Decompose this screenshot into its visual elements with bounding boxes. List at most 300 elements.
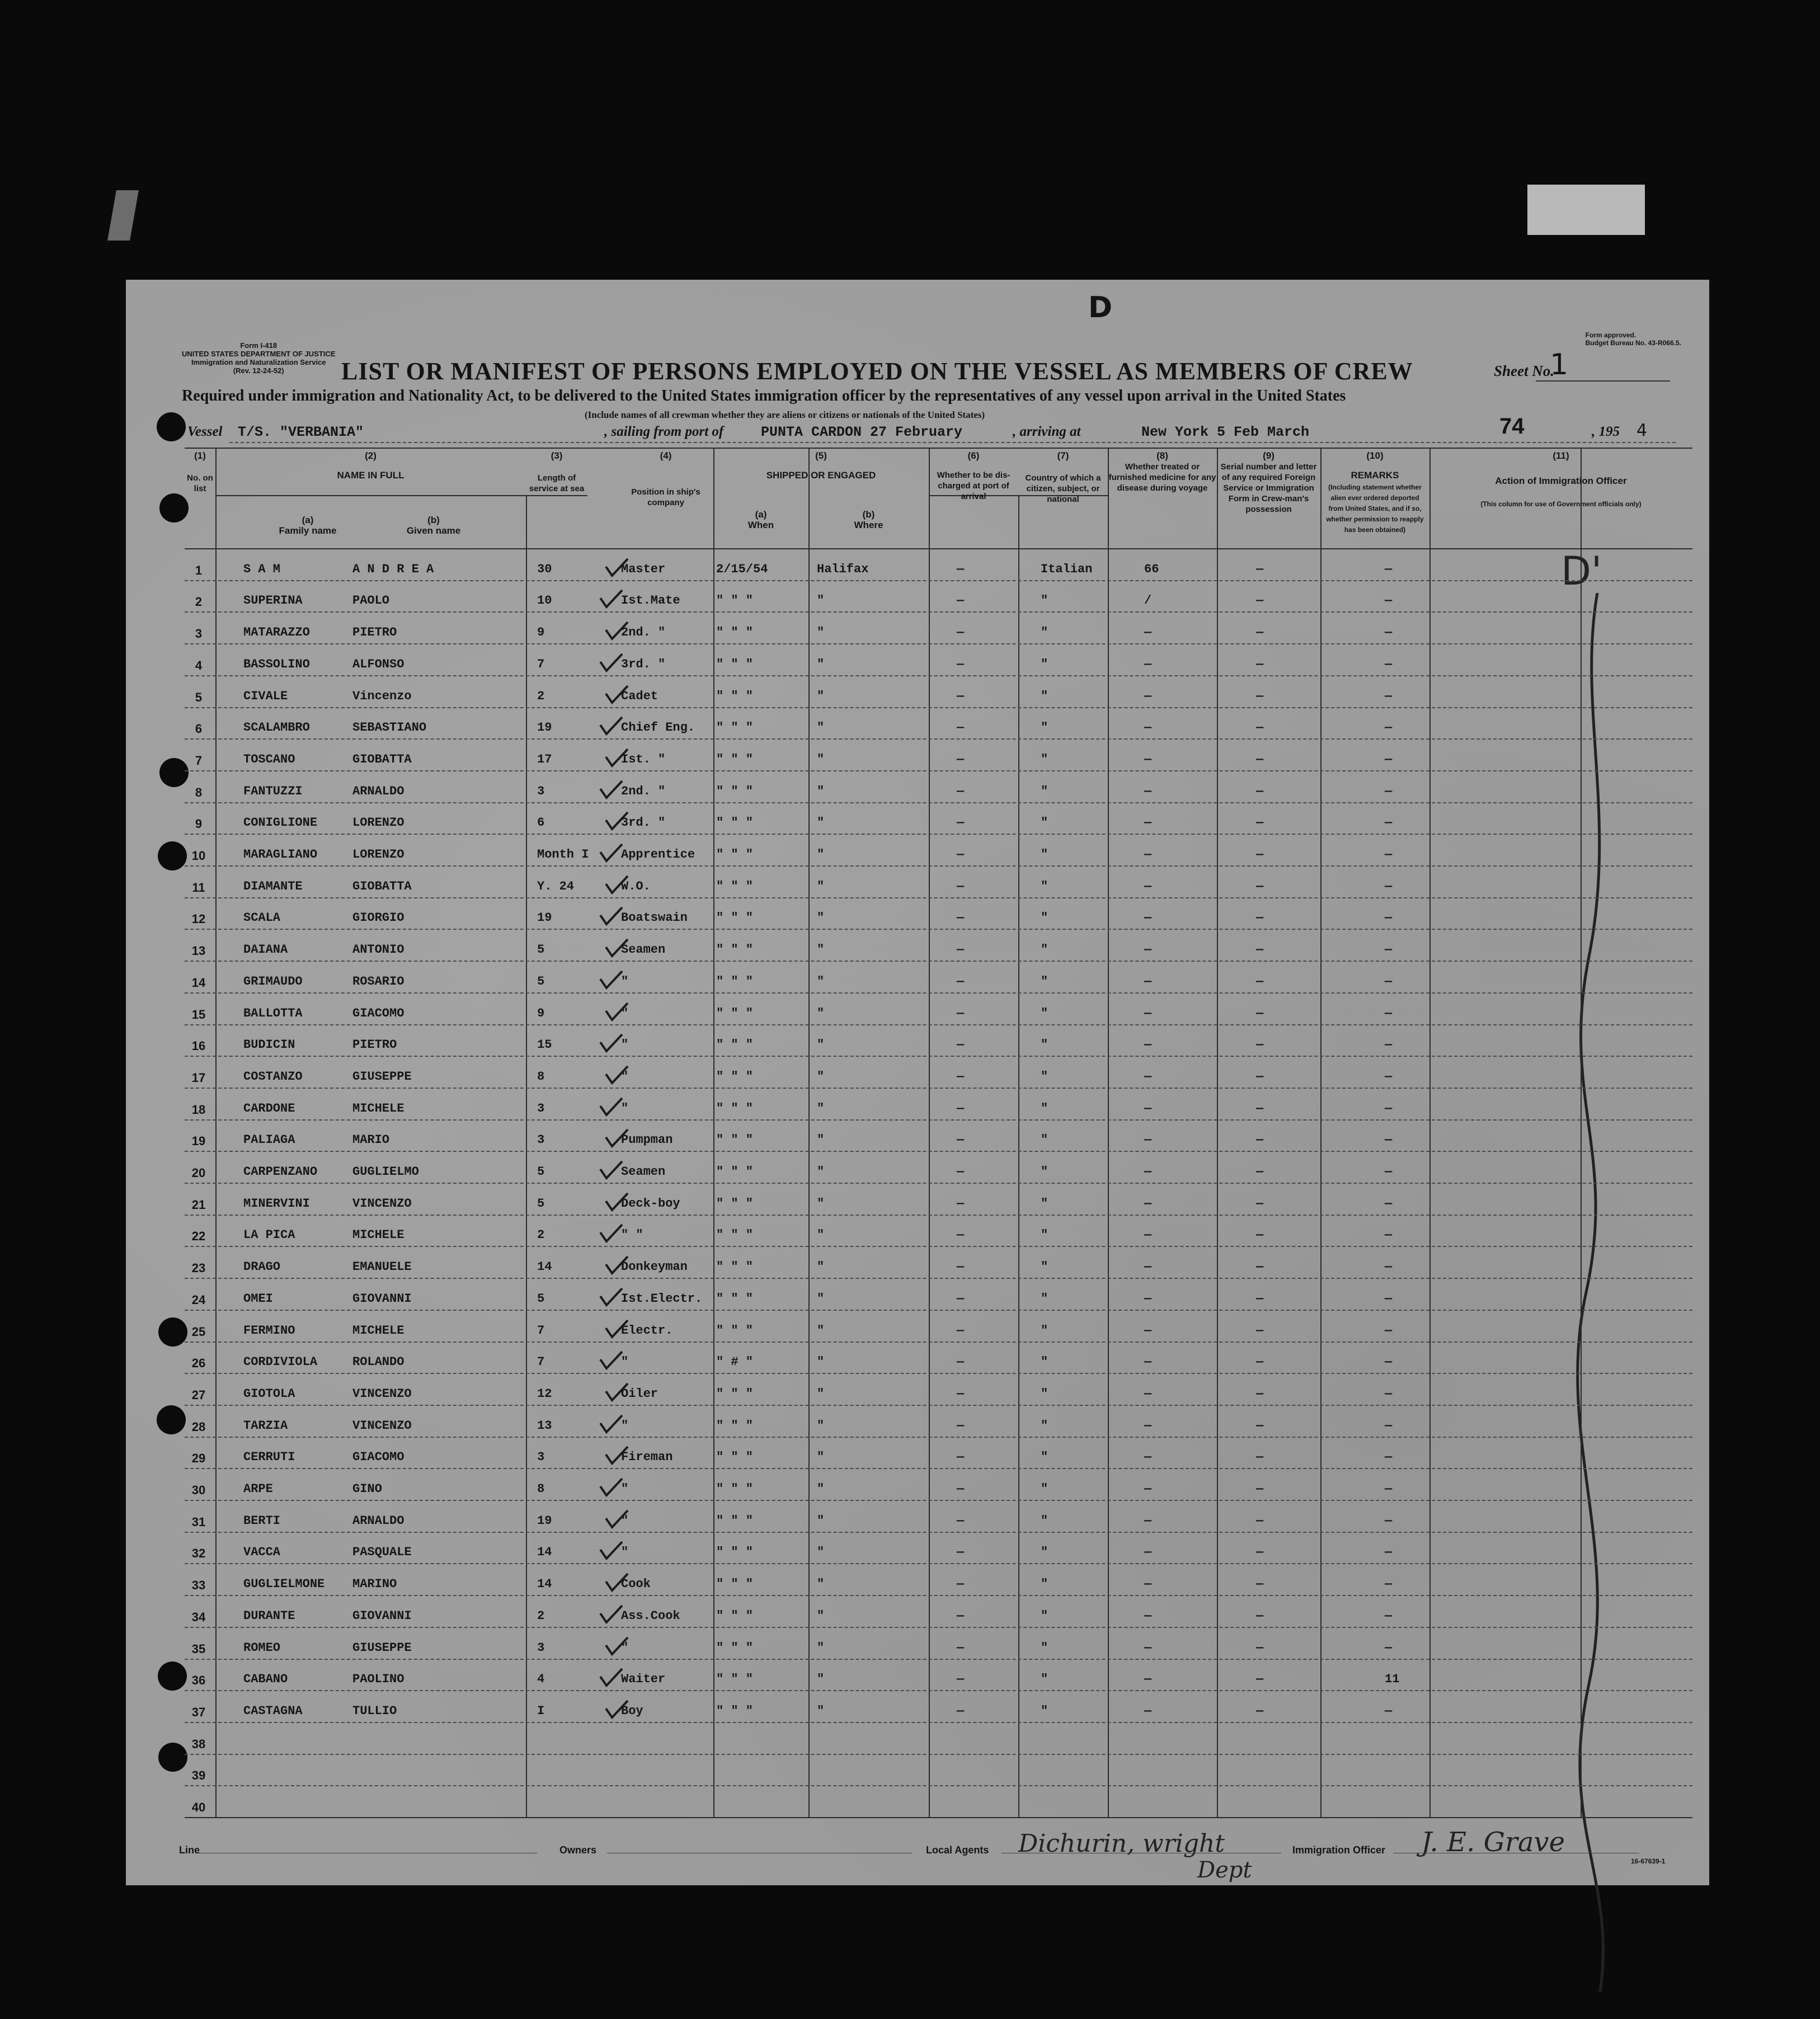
family-name-cell: FANTUZZI <box>243 784 303 798</box>
row-number: 7 <box>195 753 203 768</box>
discharged-cell: — <box>957 1355 965 1369</box>
shipped-when-cell: " " " <box>716 1291 754 1306</box>
shipped-where-cell: " <box>817 879 825 893</box>
country-cell: " <box>1041 1291 1048 1306</box>
remarks-cell: — <box>1385 784 1393 798</box>
col11-sub: (This column for use of Government officials only) <box>1480 500 1642 508</box>
row-rule <box>185 1405 1692 1406</box>
row-number: 26 <box>191 1356 206 1371</box>
position-cell: Deck-boy <box>621 1196 680 1211</box>
row-rule <box>185 1595 1692 1596</box>
row-rule <box>185 961 1692 962</box>
medicine-cell: — <box>1144 1672 1152 1687</box>
medicine-cell: — <box>1144 879 1152 893</box>
check-mark-icon <box>603 620 631 642</box>
position-cell: " <box>621 1101 629 1116</box>
country-cell: " <box>1041 1450 1048 1465</box>
discharged-cell: — <box>957 689 965 703</box>
family-name-cell: FERMINO <box>243 1323 295 1338</box>
given-name-cell: SEBASTIANO <box>352 721 427 735</box>
col6-number: (6) <box>967 450 980 461</box>
serial-cell: — <box>1256 1228 1264 1243</box>
position-cell: 3rd. " <box>621 816 666 830</box>
service-cell: 4 <box>537 1672 545 1687</box>
position-cell: " <box>621 1482 629 1496</box>
family-name-cell: DAIANA <box>243 943 288 957</box>
check-mark-icon <box>603 1444 631 1467</box>
discharged-cell: — <box>957 1196 965 1211</box>
shipped-where-cell: " <box>817 1703 825 1718</box>
row-number: 22 <box>191 1229 206 1244</box>
position-cell: Ist. " <box>621 752 666 766</box>
country-cell: " <box>1041 1101 1048 1116</box>
shipped-when-cell: " " " <box>716 1450 754 1465</box>
row-rule <box>185 834 1692 835</box>
shipped-where-cell: " <box>817 1323 825 1338</box>
service-cell: 8 <box>537 1482 545 1496</box>
serial-cell: — <box>1256 562 1264 576</box>
given-name-cell: GUGLIELMO <box>352 1165 419 1179</box>
shipped-where-cell: " <box>817 1450 825 1465</box>
medicine-cell: — <box>1144 1069 1152 1084</box>
remarks-cell: — <box>1385 1323 1393 1338</box>
shipped-when-cell: " " " <box>716 1640 754 1655</box>
position-cell: 3rd. " <box>621 657 666 671</box>
column-rule <box>526 495 527 1817</box>
medicine-cell: — <box>1144 1482 1152 1496</box>
position-cell: " <box>621 1355 629 1369</box>
medicine-cell: — <box>1144 1577 1152 1592</box>
country-cell: " <box>1041 721 1048 735</box>
serial-cell: — <box>1256 848 1264 862</box>
medicine-cell: — <box>1144 1165 1152 1179</box>
row-rule <box>185 1532 1692 1533</box>
discharged-cell: — <box>957 1291 965 1306</box>
col10-label: REMARKS <box>1351 470 1399 481</box>
form-approved: Form approved. <box>1585 331 1636 339</box>
year-digit: 4 <box>1636 421 1648 440</box>
name-subheader-rule <box>215 495 587 496</box>
country-cell: " <box>1041 943 1048 957</box>
check-mark-icon <box>598 1476 629 1499</box>
medicine-cell: 66 <box>1144 562 1159 576</box>
shipped-when-cell: " " " <box>716 1323 754 1338</box>
discharged-cell: — <box>957 911 965 925</box>
check-mark-icon <box>598 1286 626 1309</box>
remarks-cell: — <box>1385 1482 1393 1496</box>
serial-cell: — <box>1256 1069 1264 1084</box>
shipped-when-cell: " " " <box>716 1133 754 1147</box>
column-rule <box>215 448 217 1817</box>
given-name-cell: Vincenzo <box>352 689 412 703</box>
service-cell: 5 <box>537 974 545 989</box>
position-cell: Boy <box>621 1703 643 1718</box>
service-cell: 8 <box>537 1069 545 1084</box>
row-rule <box>185 611 1692 613</box>
row-rule <box>185 1563 1692 1564</box>
country-cell: " <box>1041 784 1048 798</box>
shipped-where-cell: " <box>817 974 825 989</box>
family-name-cell: GUGLIELMONE <box>243 1577 325 1592</box>
col9-number: (9) <box>1263 450 1275 461</box>
check-mark-icon <box>598 652 626 674</box>
shipped-when-cell: " " " <box>716 848 754 862</box>
corner-shadow <box>107 190 139 241</box>
check-mark-icon <box>603 937 631 959</box>
country-cell: " <box>1041 1196 1048 1211</box>
column-rule <box>929 448 930 1817</box>
remarks-cell: — <box>1385 879 1393 893</box>
row-number: 30 <box>191 1483 206 1497</box>
serial-cell: — <box>1256 879 1264 893</box>
check-mark-icon <box>598 588 626 610</box>
printer-code: 16-67639-1 <box>1631 1857 1666 1865</box>
shipped-when-cell: " " " <box>716 1101 754 1116</box>
country-cell: Italian <box>1041 562 1093 576</box>
given-name-cell: LORENZO <box>352 848 405 862</box>
given-name-cell: VINCENZO <box>352 1418 412 1433</box>
position-cell: 2nd. " <box>621 784 666 798</box>
family-name-cell: DURANTE <box>243 1608 295 1623</box>
col5-number: (5) <box>815 450 827 461</box>
col6-label: Whether to be dis-charged at port of arrival <box>937 470 1010 501</box>
medicine-cell: — <box>1144 784 1152 798</box>
row-rule <box>185 707 1692 708</box>
col11-number: (11) <box>1553 450 1569 461</box>
service-cell: I <box>537 1703 545 1718</box>
row-number: 16 <box>191 1039 206 1053</box>
family-name-cell: OMEI <box>243 1291 273 1306</box>
shipped-when-cell: " " " <box>716 1418 754 1433</box>
shipped-when-cell: " " " <box>716 1482 754 1496</box>
country-cell: " <box>1041 879 1048 893</box>
shipped-when-cell: 2/15/54 <box>716 562 768 576</box>
shipped-when-cell: " " " <box>716 974 754 989</box>
row-rule <box>185 1342 1692 1343</box>
country-cell: " <box>1041 1418 1048 1433</box>
discharged-cell: — <box>957 1260 965 1274</box>
service-cell: 5 <box>537 1165 545 1179</box>
remarks-cell: — <box>1385 1450 1393 1465</box>
given-name-cell: A N D R E A <box>352 562 434 576</box>
shipped-where-cell: " <box>817 911 825 925</box>
sheet-label: Sheet No. <box>1494 363 1554 379</box>
service-cell: 3 <box>537 1101 545 1116</box>
medicine-cell: — <box>1144 1545 1152 1560</box>
shipped-where-cell: " <box>817 943 825 957</box>
col1-number: (1) <box>194 450 206 461</box>
shipped-where-cell: " <box>817 1672 825 1687</box>
row-rule <box>185 1437 1692 1438</box>
family-name-cell: BASSOLINO <box>243 657 310 671</box>
row-rule <box>185 1500 1692 1501</box>
service-cell: 12 <box>537 1386 552 1401</box>
position-cell: " <box>621 1038 629 1052</box>
serial-cell: — <box>1256 943 1264 957</box>
discharged-cell: — <box>957 1069 965 1084</box>
shipped-where-cell: " <box>817 1165 825 1179</box>
given-name-cell: PAOLO <box>352 594 390 608</box>
given-name-cell: PIETRO <box>352 625 397 640</box>
remarks-cell: — <box>1385 689 1393 703</box>
serial-cell: — <box>1256 816 1264 830</box>
country-cell: " <box>1041 1228 1048 1243</box>
service-cell: Month I <box>537 848 589 862</box>
given-name-cell: LORENZO <box>352 816 405 830</box>
position-cell: Ist.Electr. <box>621 1291 703 1306</box>
country-cell: " <box>1041 1260 1048 1274</box>
row-number: 28 <box>191 1419 206 1434</box>
discharged-cell: — <box>957 625 965 640</box>
given-name-cell: MICHELE <box>352 1228 405 1243</box>
row-number: 6 <box>195 722 203 736</box>
remarks-cell: — <box>1385 816 1393 830</box>
shipped-when-cell: " " " <box>716 784 754 798</box>
shipped-where-cell: " <box>817 1196 825 1211</box>
medicine-cell: — <box>1144 1608 1152 1623</box>
serial-cell: — <box>1256 1165 1264 1179</box>
given-name-cell: ANTONIO <box>352 943 405 957</box>
vessel-underline <box>229 442 1676 443</box>
given-name-cell: ROSARIO <box>352 974 405 989</box>
footer-agents-label: Local Agents <box>926 1844 989 1856</box>
family-name-cell: CABANO <box>243 1672 288 1687</box>
shipped-when-cell: " " " <box>716 594 754 608</box>
col9-label: Serial number and letter of any required Foreign Service or Immigration Form in Crew-man's possession <box>1220 462 1317 514</box>
shipped-where-cell: " <box>817 689 825 703</box>
service-cell: 3 <box>537 1133 545 1147</box>
given-name-cell: GIUSEPPE <box>352 1069 412 1084</box>
remarks-cell: — <box>1385 911 1393 925</box>
given-name-cell: PAOLINO <box>352 1672 405 1687</box>
shipped-when-cell: " " " <box>716 879 754 893</box>
row-rule <box>185 897 1692 898</box>
agents-signature: Dichurin, wright <box>1018 1829 1225 1858</box>
row-number: 5 <box>195 690 203 704</box>
family-name-cell: DRAGO <box>243 1260 281 1274</box>
row-rule <box>185 1246 1692 1247</box>
family-name-cell: TOSCANO <box>243 752 295 766</box>
check-mark-icon <box>598 1159 626 1182</box>
year-label: , 195 <box>1592 424 1620 439</box>
column-rule <box>713 448 714 1817</box>
col8-number: (8) <box>1156 450 1168 461</box>
family-name-cell: CERRUTI <box>243 1450 295 1465</box>
handwritten-mark: D <box>1088 291 1113 324</box>
serial-cell: — <box>1256 1133 1264 1147</box>
service-cell: 3 <box>537 784 545 798</box>
form-header <box>182 341 335 375</box>
medicine-cell: — <box>1144 1196 1152 1211</box>
row-rule <box>185 738 1692 740</box>
shipped-when-cell: " " " <box>716 1069 754 1084</box>
medicine-cell: — <box>1144 1450 1152 1465</box>
country-cell: " <box>1041 1038 1048 1052</box>
given-name-cell: ARNALDO <box>352 784 405 798</box>
remarks-cell: — <box>1385 1196 1393 1211</box>
col10-sub: (Including statement whether alien ever ordered deported from United States, and if so, whether permission to reapply has been obtained) <box>1326 483 1424 534</box>
given-name-cell: GIACOMO <box>352 1006 405 1020</box>
shipped-where-cell: " <box>817 1577 825 1592</box>
medicine-cell: — <box>1144 974 1152 989</box>
shipped-where-cell: " <box>817 1418 825 1433</box>
row-number: 2 <box>195 595 203 609</box>
country-cell: " <box>1041 1545 1048 1560</box>
shipped-where-cell: " <box>817 816 825 830</box>
check-mark-icon <box>603 1635 631 1658</box>
shipped-when-cell: " " " <box>716 1386 754 1401</box>
row-rule <box>185 802 1692 803</box>
service-cell: 17 <box>537 752 552 766</box>
given-name-cell: GIOBATTA <box>352 879 412 893</box>
discharged-cell: — <box>957 1038 965 1052</box>
discharged-cell: — <box>957 1672 965 1687</box>
column-rule <box>808 448 810 1817</box>
given-name-cell: VINCENZO <box>352 1196 412 1211</box>
position-cell: 2nd. " <box>621 625 666 640</box>
service-cell: 2 <box>537 1608 545 1623</box>
row-rule <box>185 992 1692 994</box>
service: Immigration and Naturalization Service <box>191 358 326 366</box>
serial-cell: — <box>1256 974 1264 989</box>
service-cell: 30 <box>537 562 552 576</box>
serial-cell: — <box>1256 657 1264 671</box>
given-name-cell: GIOBATTA <box>352 752 412 766</box>
col7-label: Country of which a citizen, subject, or national <box>1025 473 1101 504</box>
given-name-cell: ROLANDO <box>352 1355 405 1369</box>
medicine-cell: — <box>1144 1386 1152 1401</box>
discharged-cell: — <box>957 1323 965 1338</box>
given-name-cell: EMANUELE <box>352 1260 412 1274</box>
country-cell: " <box>1041 689 1048 703</box>
remarks-cell: — <box>1385 1577 1393 1592</box>
subtitle-note: (Include names of all crewman whether they are aliens or citizens or nationals of the United States) <box>585 410 985 420</box>
service-cell: 9 <box>537 1006 545 1020</box>
row-number: 23 <box>191 1261 206 1276</box>
medicine-cell: — <box>1144 943 1152 957</box>
position-cell: " <box>621 1069 629 1084</box>
shipped-where-cell: " <box>817 1513 825 1528</box>
service-cell: 14 <box>537 1260 552 1274</box>
row-rule <box>185 1119 1692 1121</box>
remarks-cell: — <box>1385 721 1393 735</box>
row-number: 25 <box>191 1324 206 1339</box>
row-number: 18 <box>191 1102 206 1117</box>
position-cell: Cadet <box>621 689 659 703</box>
row-rule <box>185 1373 1692 1374</box>
family-name-cell: BALLOTTA <box>243 1006 303 1020</box>
medicine-cell: — <box>1144 1513 1152 1528</box>
shipped-when-cell: " " " <box>716 1577 754 1592</box>
service-cell: 10 <box>537 594 552 608</box>
column-rule <box>1217 448 1218 1817</box>
shipped-when-cell: " " " <box>716 752 754 766</box>
serial-cell: — <box>1256 1260 1264 1274</box>
service-cell: 7 <box>537 657 545 671</box>
serial-cell: — <box>1256 752 1264 766</box>
agents-signature-2: Dept <box>1197 1857 1252 1883</box>
country-cell: " <box>1041 1640 1048 1655</box>
position-cell: " <box>621 1640 629 1655</box>
row-number: 15 <box>191 1007 206 1022</box>
col1-label: No. on list <box>187 473 213 493</box>
remarks-cell: — <box>1385 1228 1393 1243</box>
row-rule <box>185 929 1692 930</box>
check-mark-icon <box>598 969 629 991</box>
shipped-where-cell: " <box>817 657 825 671</box>
row-number: 38 <box>191 1736 206 1751</box>
given-name-cell: MICHELE <box>352 1101 405 1116</box>
discharged-cell: — <box>957 721 965 735</box>
position-cell: " " <box>621 1228 643 1243</box>
given-name-cell: ALFONSO <box>352 657 405 671</box>
remarks-cell: — <box>1385 625 1393 640</box>
col2b-label: (b) Given name <box>406 515 461 536</box>
discharged-cell: — <box>957 879 965 893</box>
service-cell: Y. 24 <box>537 879 575 893</box>
col2-label: NAME IN FULL <box>337 470 405 481</box>
col3-label: Length of service at sea <box>529 473 585 493</box>
shipped-where-cell: " <box>817 1006 825 1020</box>
country-cell: " <box>1041 816 1048 830</box>
given-name-cell: MARINO <box>352 1577 397 1592</box>
country-cell: " <box>1041 911 1048 925</box>
position-cell: Seamen <box>621 943 666 957</box>
medicine-cell: / <box>1144 594 1152 608</box>
remarks-cell: — <box>1385 1703 1393 1718</box>
shipped-when-cell: " " " <box>716 1228 754 1243</box>
service-cell: 3 <box>537 1640 545 1655</box>
country-cell: " <box>1041 752 1048 766</box>
discharged-cell: — <box>957 1545 965 1560</box>
remarks-cell: — <box>1385 1291 1393 1306</box>
check-mark-icon <box>603 1508 631 1531</box>
service-cell: 5 <box>537 943 545 957</box>
shipped-where-cell: " <box>817 752 825 766</box>
row-rule <box>185 1468 1692 1469</box>
col2-number: (2) <box>365 450 377 461</box>
budget-number: Budget Bureau No. 43-R066.5. <box>1585 339 1681 347</box>
given-name-cell: GIOVANNI <box>352 1608 412 1623</box>
serial-cell: — <box>1256 1640 1264 1655</box>
given-name-cell: MICHELE <box>352 1323 405 1338</box>
arriving-label: , arriving at <box>1013 424 1081 439</box>
medicine-cell: — <box>1144 1228 1152 1243</box>
position-cell: " <box>621 974 629 989</box>
approval-block <box>1586 331 1681 347</box>
service-cell: 6 <box>537 816 545 830</box>
row-number: 39 <box>191 1768 206 1783</box>
discharged-cell: — <box>957 1386 965 1401</box>
footer-owners-label: Owners <box>559 1844 597 1856</box>
row-number: 34 <box>191 1609 206 1624</box>
service-cell: 14 <box>537 1577 552 1592</box>
position-cell: Fireman <box>621 1450 673 1465</box>
row-number: 20 <box>191 1166 206 1180</box>
col5-label: SHIPPED OR ENGAGED <box>766 470 876 481</box>
discharged-cell: — <box>957 752 965 766</box>
family-name-cell: SCALA <box>243 911 281 925</box>
shipped-where-cell: " <box>817 1133 825 1147</box>
discharged-cell: — <box>957 1228 965 1243</box>
family-name-cell: DIAMANTE <box>243 879 303 893</box>
row-rule <box>185 1088 1692 1089</box>
check-mark-icon <box>598 1032 629 1055</box>
shipped-where-cell: " <box>817 1101 825 1116</box>
manifest-number: 74 <box>1499 414 1525 439</box>
remarks-cell: — <box>1385 1418 1393 1433</box>
remarks-cell: — <box>1385 1006 1393 1020</box>
